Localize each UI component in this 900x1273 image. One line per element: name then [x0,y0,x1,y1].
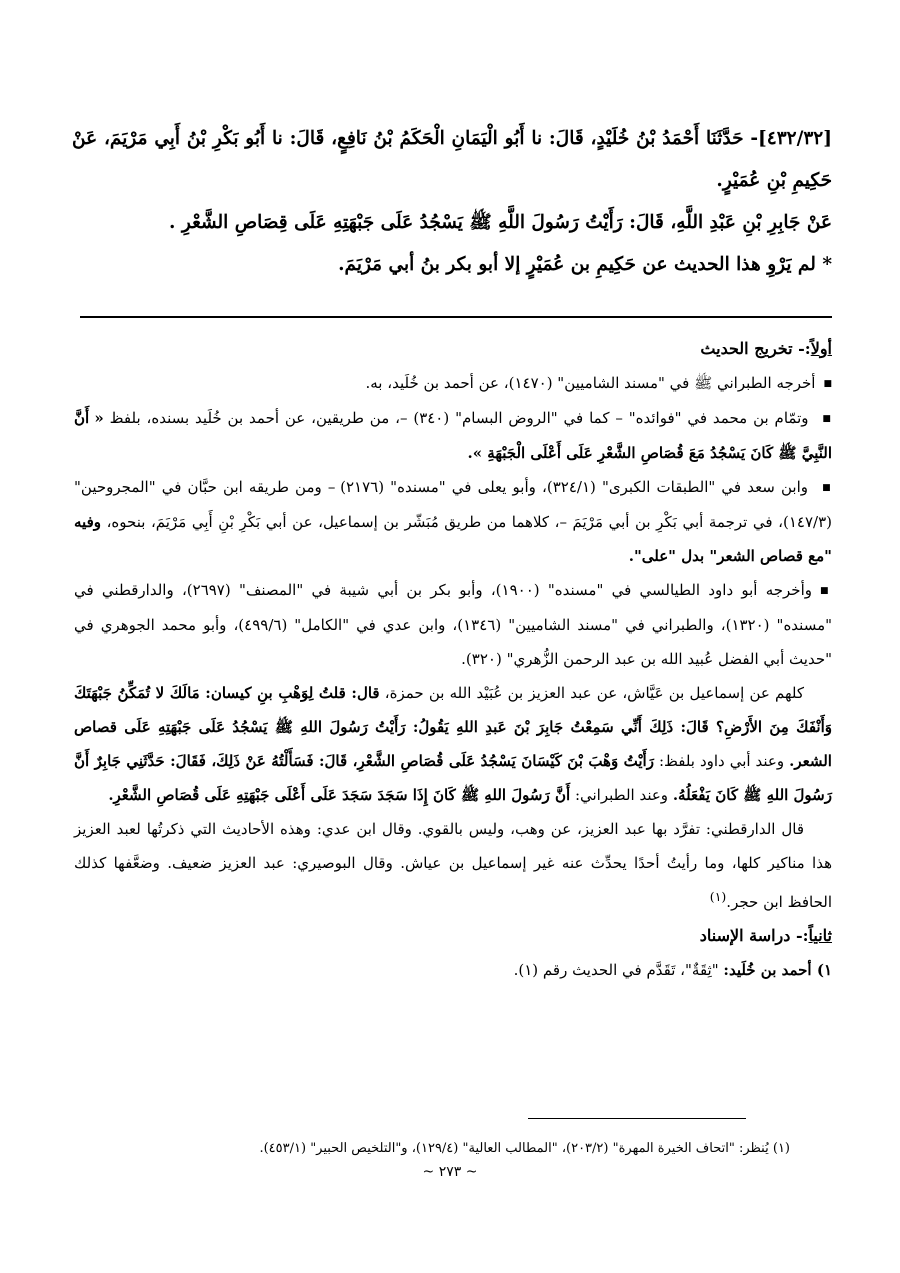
narrator-grade: "ثِقَةٌ"، تَقَدَّم في الحديث رقم (١). [513,961,719,979]
takhrij-item-1: ■ أخرجه الطبراني ﷺ في "مسند الشاميين" (١٤٧٠)، عن أحمد بن خُلَيد، به. [74,366,832,401]
isnad-item-1 [74,953,832,987]
section-heading-isnad [74,919,832,953]
takhrij-item-4: ■ وأخرجه أبو داود الطيالسي في "مسنده" (١٩٠٠)، وأبو بكر بن أبي شيبة في "المصنف" (٢٦٩٧)، والدارقطني في "مسنده" (١٣٢٠)، والطبراني في "مسند الشاميين" (١٣٤٦)، وابن عدي في "الكامل" (٤٩٩/٦)، وأبو محمد الجوهري في "حديث أبي الفضل عُبيد الله بن عبد الرحمن الزُّهري" (٣٢٠). [74,573,832,676]
section-label: ثانياً [808,926,832,945]
footnote-ref: (١) [709,889,727,904]
p6-text: قال الدارقطني: تفرَّد بها عبد العزيز، عن وهب، وليس بالقوي. وقال ابن عدي: وهذه الأحاديث التي ذكرتُها لعبد العزيز هذا مناكير كلها، وما رأيتُ أحدًا يحدِّث عنه غير إسماعيل بن عياش. وقال البوصيري: عبد العزيز ضعيف. وضعَّفها كذلك الحافظ ابن حجر. [74,820,832,911]
page-number: ~ ٢٧٣ ~ [422,1164,478,1180]
takhrij-item-3 [74,470,832,573]
footnote: (١) يُنظر: "اتحاف الخيرة المهرة" (٢٠٣/٢)، "المطالب العالية" (١٢٩/٤)، و"التلخيص الحبير" (٤٥٣/١). [259,1141,790,1156]
section-heading-takhrij [74,332,832,366]
p5-quote-c: أَنَّ رَسُولَ اللهِ ﷺ كَانَ إِذَا سَجَدَ سَجَدَ عَلَى أَعْلَى جَبْهَتِهِ عَلَى قُصَاصِ الشَّعْرِ. [108,786,571,804]
p5-text-b: وعند أبي داود بلفظ: [658,752,785,770]
takhrij-paragraph-6 [74,812,832,919]
p5-quote-b: رَأَيْتُ وَهْبَ بْنَ كَيْسَانَ يَسْجُدُ عَلَى قُصَاصِ الشَّعْرِ، قَالَ: فَسَأَلْتُهُ عَنْ ذَلِكَ، فَقَالَ: حَدَّثَنِي جَابِرٌ أَنَّ رَسُولَ اللهِ ﷺ كَانَ يَفْعَلُهُ. [74,752,832,804]
footnote-separator [528,1118,746,1119]
hadith-text [72,118,832,286]
takhrij-paragraph-5 [74,676,832,812]
takhrij-item-2-quote: « أَنَّ النَّبِيَّ ﷺ كَانَ يَسْجُدُ مَعَ قُصَاصِ الشَّعْرِ عَلَى أَعْلَى الْجَبْهَةِ ». [74,409,832,462]
section-label: أولاً [810,339,832,358]
takhrij-item-2 [74,401,832,470]
takhrij-item-2-text: وتمّام بن محمد في "فوائده" – كما في "الروض البسام" (٣٤٠) –، من طريقين، عن أحمد بن خُلَيد بسنده، بلفظ [109,409,809,427]
separator-line [80,316,832,318]
hadith-isnad: [٤٣٢/٣٢]- حَدَّثَنَا أَحْمَدُ بْنُ خُلَيْدٍ، قَالَ: نا أَبُو الْيَمَانِ الْحَكَمُ بْنُ نَافِعٍ، قَالَ: نا أَبُو بَكْرِ بْنُ أَبِي مَرْيَمَ، عَنْ حَكِيمِ بْنِ عُمَيْرٍ. [72,128,832,191]
commentary [74,332,832,987]
takhrij-item-3-text: وابن سعد في "الطبقات الكبرى" (٣٢٤/١)، وأبو يعلى في "مسنده" (٢١٧٦) – ومن طريقه ابن حبَّان في "المجروحين" (١٤٧/٣)، في ترجمة أبي بَكْرِ بن أبي مَرْيَمَ –، كلاهما من طريق مُبَشّر بن إسماعيل، عن أبي بَكْرِ بْنِ أَبِي مَرْيَمَ، بنحوه، [74,478,832,531]
p5-text-a: كلهم عن إسماعيل بن عَيَّاش، عن عبد العزيز بن عُبَيْد الله بن حمزة، [384,684,804,702]
takhrij-item-3-note: وفيه "مع قصاص الشعر" بدل "على". [74,513,832,565]
section-title: :- دراسة الإسناد [699,926,809,945]
narrator-name: ١) أحمد بن خُلَيد: [723,961,832,979]
p5-quote-a: قال: قلتُ لِوَهْبِ بنِ كيسان: مَالَكَ لا تُمَكِّنُ جَبْهَتَكَ وَأَنْفَكَ مِنَ الأَرْضِ؟ قَالَ: ذَلِكَ أَنِّي سَمِعْتُ جَابِرَ بْنَ عَبدِ اللهِ يَقُولُ: رَأَيْتُ رَسُولَ اللهِ ﷺ يَسْجُدُ عَلَى جَبْهَتِهِ عَلَى قصاص الشعر. [74,684,832,770]
hadith-note: * لم يَرْوِ هذا الحديث عن حَكِيمِ بن عُمَيْرٍ إلا أبو بكر بنُ أبي مَرْيَمَ. [338,254,832,275]
hadith-matn: عَنْ جَابِرِ بْنِ عَبْدِ اللَّهِ، قَالَ: رَأَيْتُ رَسُولَ اللَّهِ ﷺ يَسْجُدُ عَلَى جَبْهَتِهِ عَلَى قِصَاصِ الشَّعْرِ . [169,212,832,233]
section-title: :- تخريج الحديث [700,339,811,358]
p5-text-c: وعند الطبراني: [574,786,669,804]
